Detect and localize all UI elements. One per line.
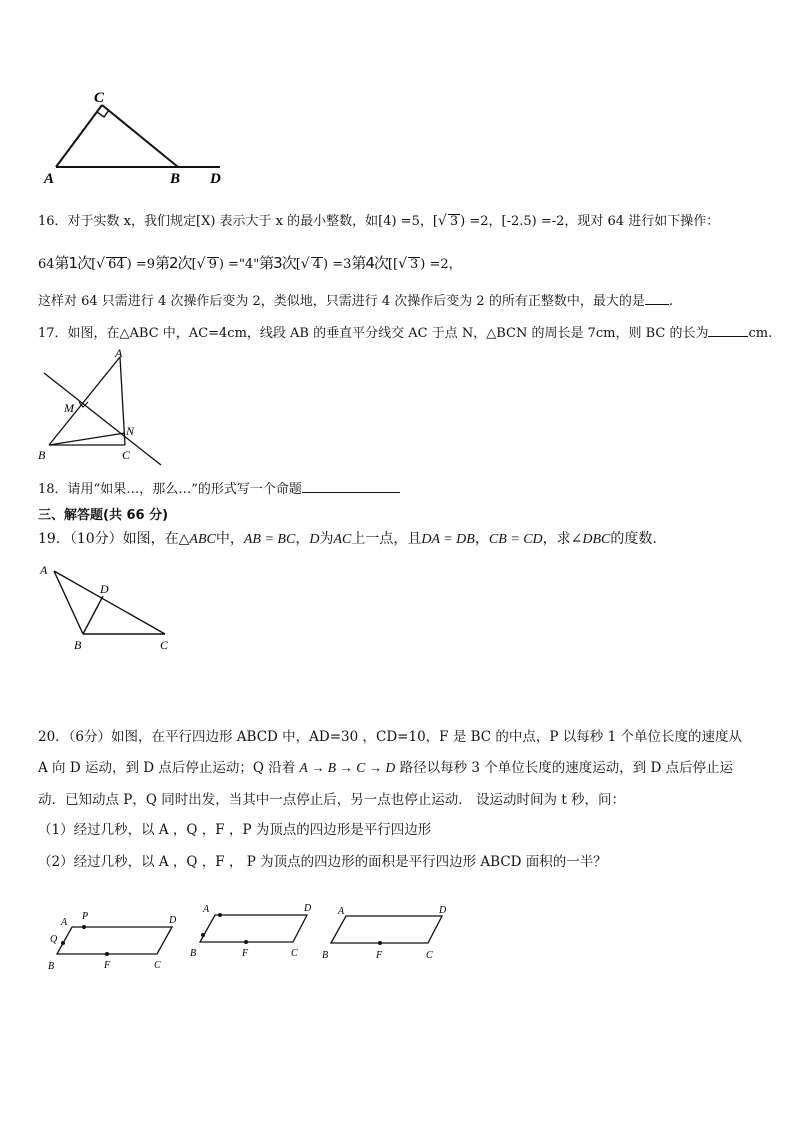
label-m: M <box>64 401 74 415</box>
q20-line3: 动．已知动点 P，Q 同时出发，当其中一点停止后，另一点也停止运动． 设运动时间为 t 秒，问： <box>38 792 626 808</box>
step-2-label: 第2次 <box>155 254 192 272</box>
parallelogram-figure-3 <box>318 900 458 970</box>
figure-triangle-abcd <box>40 85 240 190</box>
q16-answer-blank[interactable] <box>645 290 669 305</box>
label-a: A <box>338 906 345 917</box>
label-a: A <box>44 171 55 187</box>
figure-triangle-abc-d <box>36 560 186 655</box>
label-c: C <box>426 950 433 961</box>
label-c: C <box>122 448 131 462</box>
label-f: F <box>242 948 249 959</box>
label-c: C <box>291 948 298 959</box>
label-d: D <box>210 171 221 187</box>
label-a: A <box>115 346 123 360</box>
label-q: Q <box>50 934 58 945</box>
q20-line2: A 向 D 运动，到 D 点后停止运动；Q 沿着 A → B → C → D 路径以每秒 3 个单位长度的速度运动，到 D 点后停止运 <box>38 760 734 776</box>
q16-line2: 64第1次[√ 64 ) =9第2次[√ 9 ) ="4"第3次[√ 4 ) =3第4次[[√ 3 ) =2， <box>38 254 462 272</box>
label-d: D <box>439 905 447 916</box>
q17-answer-blank[interactable] <box>708 322 748 337</box>
step-4-label: 第4次 <box>351 254 388 272</box>
label-b: B <box>48 961 55 972</box>
q20-sub2: （2）经过几秒，以 A ，Q ，F ， P 为顶点的四边形的面积是平行四边形 ABCD 面积的一半？ <box>38 854 607 870</box>
label-c: C <box>94 90 105 106</box>
q19-text: 19．（10分）如图，在△ABC中，AB = BC，D为AC上一点，且DA = DB，CB = CD，求∠DBC的度数. <box>38 531 657 547</box>
label-a: A <box>40 563 48 577</box>
q18-text: 18．请用“如果…，那么…”的形式写一个命题 <box>38 478 400 500</box>
parallelogram-figure-1 <box>40 905 190 975</box>
label-n: N <box>126 424 135 438</box>
step-3-label: 第3次 <box>259 254 296 272</box>
label-c: C <box>154 960 161 971</box>
figure-triangle-perpendicular-bisector <box>30 345 170 470</box>
label-a: A <box>203 904 210 915</box>
label-d: D <box>304 903 312 914</box>
q20-line1: 20．（6分）如图，在平行四边形 ABCD 中，AD=30 ，CD=10，F 是 BC 的中点，P 以每秒 1 个单位长度的速度从 <box>38 729 742 745</box>
label-a: A <box>61 917 68 928</box>
label-f: F <box>376 950 383 961</box>
q20-sub1: （1）经过几秒，以 A ，Q ，F ，P 为顶点的四边形是平行四边形 <box>38 822 432 838</box>
label-f: F <box>104 960 111 971</box>
label-c: C <box>160 638 169 652</box>
label-d: D <box>100 582 109 596</box>
q18-answer-blank[interactable] <box>302 478 400 493</box>
label-b: B <box>322 950 329 961</box>
section-title: 三、解答题(共 66 分) <box>38 508 169 523</box>
q16-line3: 这样对 64 只需进行 4 次操作后变为 2，类似地，只需进行 4 次操作后变为 2 的所有正整数中，最大的是 . <box>38 290 673 312</box>
label-p: P <box>82 911 89 922</box>
label-b: B <box>38 448 46 462</box>
label-d: D <box>169 915 177 926</box>
q17-text: 17．如图，在△ABC 中，AC=4cm，线段 AB 的垂直平分线交 AC 于点 N，△BCN 的周长是 7cm，则 BC 的长为 cm. <box>38 322 772 344</box>
label-b: B <box>190 948 197 959</box>
label-b: B <box>74 638 82 652</box>
parallelogram-figure-2 <box>185 898 325 968</box>
label-b: B <box>170 171 181 187</box>
q16-line1: 16．对于实数 x，我们规定[X) 表示大于 x 的最小整数，如[4) =5，[√ 3 ) =2，[-2.5) =-2，现对 64 进行如下操作： <box>38 213 720 229</box>
step-1-label: 第1次 <box>54 254 92 272</box>
